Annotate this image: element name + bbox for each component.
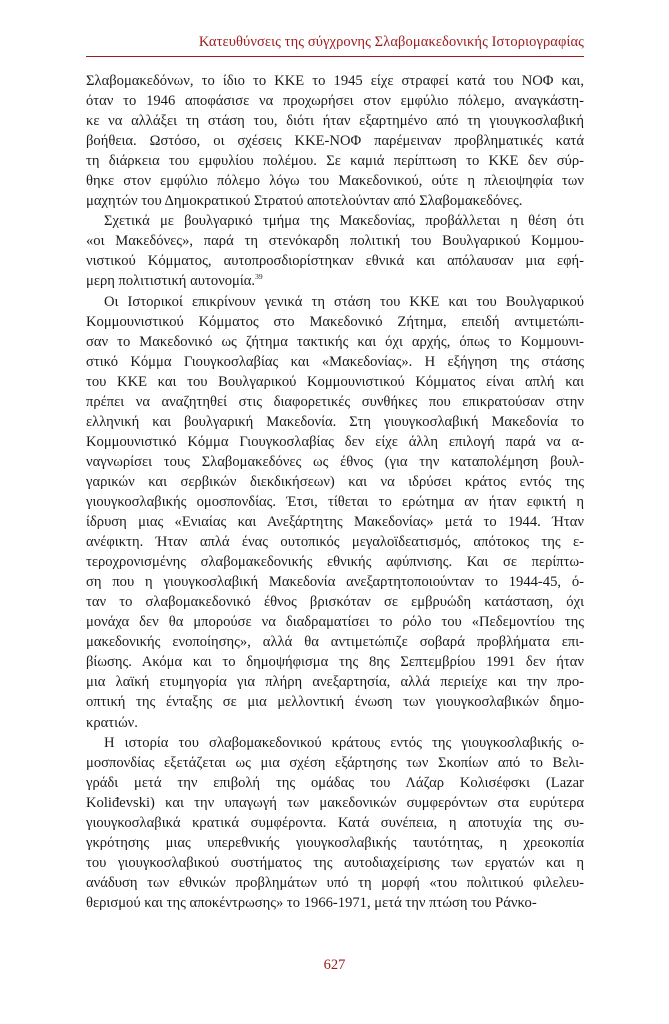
footnote-marker: 39 — [255, 272, 263, 282]
line-text: γκρότησης μιας υπερεθνικής γιουγκοσλαβικής ταυτότητας, η χρεοκοπία — [86, 834, 584, 851]
line-text: κρατιών. — [86, 714, 138, 731]
line-text: ανέφικτη. Ήταν απλά ένας ουτοπικός μεγαλοϊδεατισμός, απότοκος της ε- — [86, 534, 584, 551]
line-text: ταν το σλαβομακεδονικό έθνος βρισκόταν σε εμβρυώδη κατάσταση, όχι — [86, 594, 584, 611]
line-text: στικό Κόμμα Γιουγκοσλαβίας και «Μακεδονίας». Η εξήγηση της στάσης — [86, 353, 584, 370]
text-line — [86, 352, 584, 372]
line-text: πρέπει να αναζητηθεί στις διαφορετικές συνθήκες που επικρατούσαν στην — [86, 393, 584, 410]
text-line — [86, 893, 584, 913]
text-line — [86, 91, 584, 111]
text-line — [86, 592, 584, 612]
line-text: μια λαϊκή ετυμηγορία για πλήρη ανεξαρτησία, αλλά περιείχε και την προ- — [86, 674, 584, 691]
header-rule — [86, 56, 584, 57]
text-line — [86, 312, 584, 332]
text-line — [86, 332, 584, 352]
text-line — [86, 472, 584, 492]
line-text: θηκε στον εμφύλιο πόλεμο λόγω του Μακεδονικού, ούτε η πλειοψηφία των — [86, 173, 584, 190]
line-text: ελληνική και βουλγαρική Μακεδονία. Στη γιουγκοσλαβική Μακεδονία το — [86, 413, 584, 430]
line-text: του γιουγκοσλαβικού συστήματος της αυτοδιαχείρισης των εργατών και η — [86, 854, 584, 871]
line-text: Κομμουνιστικό Κόμμα Γιουγκοσλαβίας δεν είχε άλλη επιλογή παρά να α- — [86, 433, 584, 450]
text-line — [86, 412, 584, 432]
line-text: ναγνωρίσει τους Σλαβομακεδόνες ως έθνος (για την καταπολέμηση βουλ- — [86, 453, 584, 470]
text-line — [86, 793, 584, 813]
line-text: ση που η γιουγκοσλαβική Μακεδονία ανεξαρτητοποιούνταν το 1944-45, ό- — [86, 574, 584, 591]
text-line — [86, 873, 584, 893]
text-line — [86, 71, 584, 91]
line-text: βοήθεια. Ωστόσο, οι σχέσεις ΚΚΕ-ΝΟΦ παρέμειναν προβληματικές κατά — [86, 133, 584, 150]
line-text: τη διάρκεια του εμφυλίου πολέμου. Σε καμιά περίπτωση το ΚΚΕ δεν σύρ- — [86, 153, 584, 170]
line-text: τεροχρονισμένης σλαβομακεδονικής εθνικής αφύπνισης. Και σε περίπτω- — [86, 554, 584, 571]
running-header: Κατευθύνσεις της σύγχρονης Σλαβομακεδονικής Ιστοριογραφίας — [198, 34, 584, 50]
text-line — [86, 652, 584, 672]
line-text: Σχετικά με βουλγαρικό τμήμα της Μακεδονίας, προβάλλεται η θέση ότι — [104, 213, 584, 230]
text-line — [86, 251, 584, 271]
text-line — [86, 532, 584, 552]
line-text: όταν το 1946 αποφάσισε να προχωρήσει στον εμφύλιο πόλεμο, αναγκάστη- — [86, 93, 584, 110]
text-line — [86, 813, 584, 833]
line-text: νιστικού Κόμματος, αυτοπροσδιορίστηκαν εθνικά και απόλαυσαν μια εφή- — [86, 253, 584, 270]
line-text: μοσπονδίας εξετάζεται ως μια σχέση εξάρτησης των Σκοπίων από το Βελι- — [86, 754, 584, 771]
text-line — [86, 372, 584, 392]
line-text: γιουγκοσλαβικής ομοσπονδίας. Έτσι, τίθεται το ερώτημα αν ήταν εφικτή η — [86, 493, 584, 510]
line-text: Κομμουνιστικού Κόμματος στο Μακεδονικό Ζήτημα, επειδή αντιμετώπι- — [86, 313, 584, 330]
text-line — [86, 773, 584, 793]
line-text: γράδι μετά την επιβολή της ομάδας του Λάζαρ Κολισέφσκι (Lazar — [86, 774, 584, 791]
line-text: ίδρυση μιας «Ενιαίας και Ανεξάρτητης Μακεδονίας» μετά το 1944. Ήταν — [86, 514, 584, 531]
text-line — [86, 231, 584, 251]
text-line — [86, 853, 584, 873]
line-text: κε να αλλάξει τη στάση του, διότι ήταν εξαρτημένο από τη γιουγκοσλαβική — [86, 113, 584, 130]
text-line — [86, 191, 584, 211]
text-line — [86, 753, 584, 773]
line-text: θερισμού και της αποκέντρωσης» το 1966-1971, μετά την πτώση του Ράνκο- — [86, 894, 537, 911]
line-text: βίωσης. Ακόμα και το δημοψήφισμα της 8ης Σεπτεμβρίου 1991 δεν ήταν — [86, 654, 584, 671]
text-line — [86, 612, 584, 632]
line-text: οπτική της ένταξης σε μια μελλοντική ένωση των γιουγκοσλαβικών δημο- — [86, 694, 584, 711]
text-line — [86, 432, 584, 452]
page-number: 627 — [323, 957, 346, 973]
line-text: σαν το Μακεδονικό ως ζήτημα τακτικής και όχι αρχής, όπως το Κομμουνι- — [86, 333, 584, 350]
text-line — [86, 452, 584, 472]
text-line — [86, 271, 584, 291]
line-text: μαχητών του Δημοκρατικού Στρατού αποτελούνταν από Σλαβομακεδόνες. — [86, 193, 523, 210]
text-line — [86, 713, 584, 733]
text-line — [86, 171, 584, 191]
text-line — [86, 111, 584, 131]
line-text: «οι Μακεδόνες», παρά τη στενόκαρδη πολιτική του Βουλγαρικού Κομμου- — [86, 233, 584, 250]
line-text: Σλαβομακεδόνων, το ίδιο το ΚΚΕ το 1945 είχε στραφεί κατά του ΝΟΦ και, — [86, 73, 584, 89]
line-text: μονάχα δεν θα μπορούσε να διαδραματίσει το ρόλο του «Πεδεμοντίου της — [86, 614, 584, 631]
text-line — [86, 552, 584, 572]
text-line — [86, 672, 584, 692]
text-line — [86, 151, 584, 171]
text-line — [86, 131, 584, 151]
text-line — [86, 833, 584, 853]
line-text: γιουγκοσλαβικά κρατικά συμφέροντα. Κατά συνέπεια, η αποτυχία της συ- — [86, 814, 584, 831]
body-text — [86, 71, 584, 913]
line-text: μερη πολιτιστική αυτονομία. — [86, 273, 256, 290]
text-line — [86, 512, 584, 532]
text-line — [86, 211, 584, 231]
line-text: ανάδυση των εθνικών προβλημάτων υπό τη μορφή «του πολιτικού φιλελευ- — [86, 874, 584, 891]
text-line — [86, 692, 584, 712]
text-line — [86, 392, 584, 412]
line-text: του ΚΚΕ και του Βουλγαρικού Κομμουνιστικού Κόμματος είναι απλή και — [86, 373, 584, 390]
text-line — [86, 492, 584, 512]
text-line — [86, 733, 584, 753]
text-line — [86, 572, 584, 592]
text-line — [86, 292, 584, 312]
line-text: Η ιστορία του σλαβομακεδονικού κράτους εντός της γιουγκοσλαβικής ο- — [104, 734, 584, 751]
text-line — [86, 632, 584, 652]
line-text: μακεδονικής ενοποίησης», αλλά θα αντιμετώπιζε σοβαρά προβλήματα επι- — [86, 634, 584, 651]
line-text: γαρικών και σερβικών διεκδικήσεων) και να ιδρύσει κράτος εντός της — [86, 473, 584, 490]
line-text: Οι Ιστορικοί επικρίνουν γενικά τη στάση του ΚΚΕ και του Βουλγαρικού — [104, 293, 584, 310]
line-text: Koliđevski) και την υπαγωγή των μακεδονικών συμφερόντων στα ευρύτερα — [86, 794, 584, 811]
